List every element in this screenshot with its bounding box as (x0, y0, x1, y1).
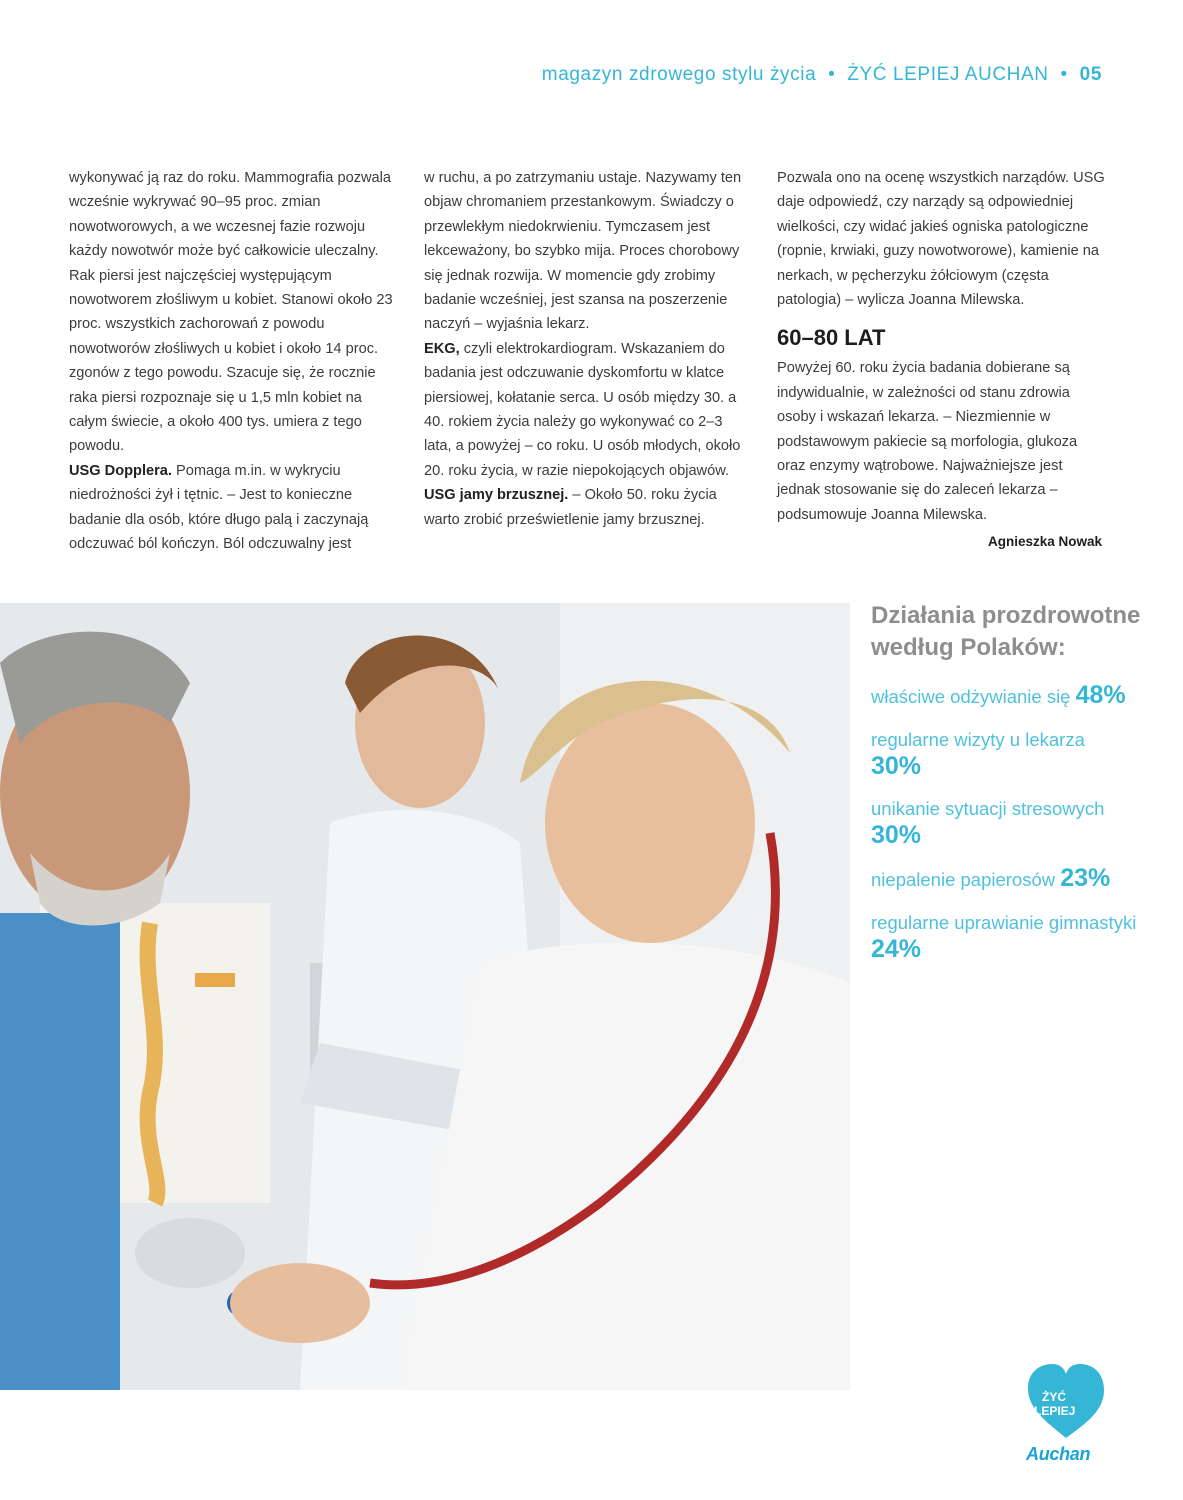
paragraph-usg-abdomen (424, 483, 754, 532)
logo-line-2: LEPIEJ (1034, 1404, 1076, 1418)
article-column-3 (777, 166, 1107, 555)
stat-item (871, 682, 1161, 710)
page-number: 05 (1079, 64, 1102, 85)
stat-item (871, 796, 1161, 848)
paragraph-ekg (424, 337, 754, 483)
paragraph-lead: EKG, (424, 340, 460, 357)
auchan-wordmark: Auchan (1026, 1444, 1091, 1464)
stat-value: 23% (1060, 864, 1111, 892)
stat-label: regularne uprawianie gimnastyki (871, 912, 1137, 933)
stat-value: 48% (1075, 681, 1126, 709)
logo-text (1034, 1390, 1074, 1418)
health-stats-sidebar (871, 600, 1161, 981)
stat-label: właściwe odżywianie się (871, 686, 1071, 707)
paragraph-text: czyli elektrokardiogram. Wskazaniem do badania jest odczuwanie dyskomfortu w klatce piersiowej, kołatanie serca. U osób między 30. a 40. rokiem życia należy go wykonywać co 2–3 lata, a powyżej – co roku. U osób młodych, około 20. roku życia, w razie niepokojących objawów. (424, 340, 741, 479)
author-byline: Agnieszka Nowak (987, 534, 1102, 550)
stat-item (871, 727, 1161, 779)
paragraph-lead: USG jamy brzusznej. (424, 487, 569, 504)
stat-item (871, 865, 1161, 893)
paragraph: wykonywać ją raz do roku. Mammografia pozwala wcześnie wykrywać 90–95 proc. zmian nowotworowych, a we wczesnej fazie rozwoju każdy nowotwór może być całkowicie uleczalny. Rak piersi jest najczęściej występującym nowotworem złośliwym u kobiet. Stanowi około 23 proc. wszystkich zachorowań z powodu nowotworów złośliwych u kobiet i około 14 proc. zgonów z tego powodu. Szacuje się, że rocznie raka piersi rozpoznaje się u 1,5 mln kobiet na całym świecie, a około 400 tys. umiera z tego powodu. (69, 170, 393, 455)
paragraph-text: Pomaga m.in. w wykryciu niedrożności żył i tętnic. – Jest to konieczne badanie dla osób, które długo palą i zaczynają odczuwać ból kończyn. Ból odczuwalny jest (69, 462, 369, 553)
stat-value: 24% (871, 935, 922, 963)
paragraph-usg-doppler (69, 459, 399, 557)
paragraph: w ruchu, a po zatrzymaniu ustaje. Nazywamy ten objaw chromaniem przestankowym. Świadczy o przewlekłym niedokrwieniu. Tymczasem jest lekceważony, bo szybko mija. Proces chorobowy się jednak rozwija. W momencie gdy zrobimy badanie wcześniej, jest szansa na poszerzenie naczyń – wyjaśnia lekarz. (424, 170, 742, 333)
header-separator: • (828, 64, 836, 85)
paragraph-text: – Około 50. roku życia warto zrobić prześwietlenie jamy brzusznej. (424, 487, 717, 528)
paragraph-lead: USG Dopplera. (69, 462, 172, 479)
paragraph: Powyżej 60. roku życia badania dobierane są indywidualnie, w zależności od stanu zdrowia osoby i wskazań lekarza. – Niezmiennie w podstawowym pakiecie są morfologia, glukoza oraz enzymy wątrobowe. Najważniejsze jest jednak stosowanie się do zaleceń lekarza – podsumowuje Joanna Milewska. (777, 360, 1078, 523)
section-heading: 60–80 LAT (777, 325, 886, 351)
zyc-lepiej-auchan-logo (1024, 1360, 1109, 1470)
stat-label: unikanie sytuacji stresowych (871, 798, 1105, 819)
paragraph: Pozwala ono na ocenę wszystkich narządów. USG daje odpowiedź, czy narządy są odpowiedniej wielkości, czy widać jakieś ogniska patologiczne (ropnie, krwiaki, guzy nowotworowe), kamienie na nerkach, w pęcherzyku żółciowym (częsta patologia) – wylicza Joanna Milewska. (777, 170, 1105, 309)
stat-item (871, 910, 1161, 964)
stat-label: niepalenie papierosów (871, 869, 1056, 890)
sidebar-title: Działania prozdrowotne według Polaków: (871, 602, 1141, 661)
stat-value: 30% (871, 752, 922, 780)
stat-label: regularne wizyty u lekarza (871, 729, 1085, 750)
running-header (542, 64, 1102, 86)
header-separator-2: • (1060, 64, 1068, 85)
article-column-1 (69, 166, 399, 557)
brand-title: ŻYĆ LEPIEJ AUCHAN (847, 64, 1049, 85)
doctor-patient-photo (0, 603, 850, 1390)
photo-illustration (0, 603, 850, 1390)
logo-line-1: ŻYĆ (1042, 1390, 1066, 1404)
article-column-2 (424, 166, 754, 532)
stat-value: 30% (871, 821, 922, 849)
magazine-title: magazyn zdrowego stylu życia (541, 64, 817, 85)
